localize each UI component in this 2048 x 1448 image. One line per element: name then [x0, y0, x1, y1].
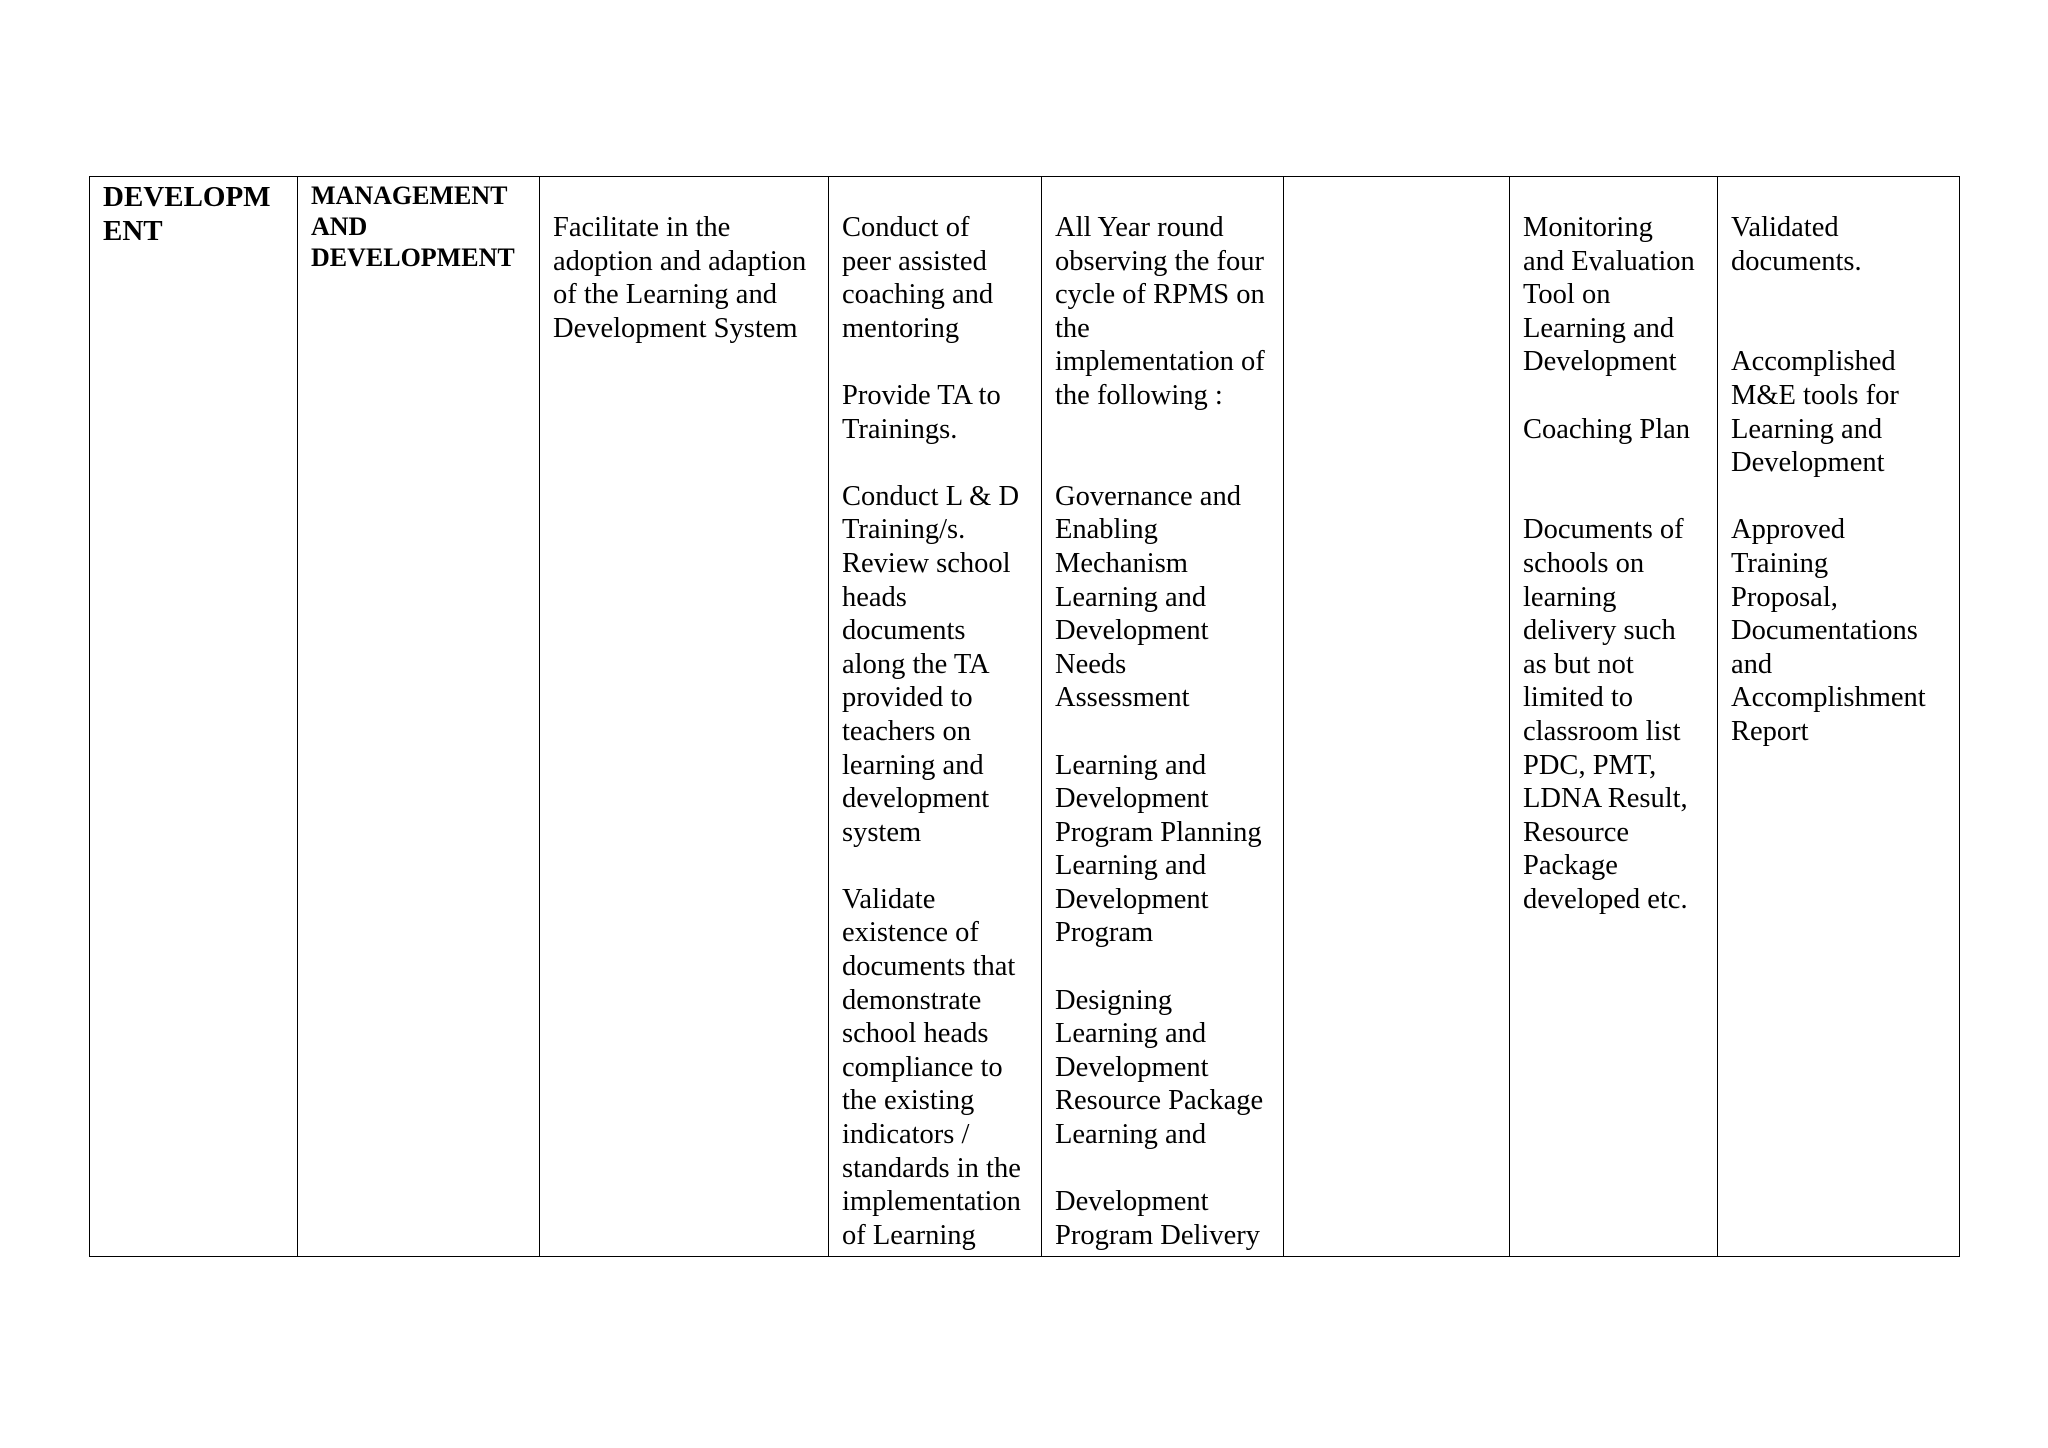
output-item: Validated documents. [1731, 212, 1862, 277]
area-cell [90, 177, 298, 1257]
objective-text: Facilitate in the adoption and adaption of the Learning and Development System [553, 212, 807, 344]
timeframe-item: Governance and Enabling Mechanism Learning and Development Needs Assessment [1055, 480, 1241, 714]
domain-heading: MANAGEMENT AND DEVELOPMENT [311, 181, 515, 272]
objective-cell [540, 177, 829, 1257]
means-item: Coaching Plan [1523, 413, 1691, 445]
activity-item: Validate existence of documents that demonstrate school heads compliance to the existing indicators / standards in the implementation of Learning [842, 883, 1021, 1251]
activity-item: Conduct of peer assisted coaching and mentoring [842, 212, 994, 344]
outputs-cell [1718, 177, 1960, 1257]
timeframe-text: All Year round observing the four cycle of RPMS on the implementation of the following : [1055, 212, 1265, 411]
means-cell [1510, 177, 1718, 1257]
means-item: Documents of schools on learning delivery such as but not limited to classroom list PDC, PMT, LDNA Result, Resource Package developed etc. [1523, 514, 1688, 915]
domain-cell [298, 177, 540, 1257]
output-item: Accomplished M&E tools for Learning and Development [1731, 346, 1899, 479]
timeframe-item: Designing Learning and Development Resource Package Learning and [1055, 984, 1264, 1151]
timeframe-item: Development Program Delivery [1055, 1186, 1260, 1251]
timeframe-item: Learning and Development Program Planning Learning and Development Program [1055, 749, 1262, 949]
plan-table [89, 176, 1960, 1257]
activity-item: Conduct L & D Training/s. Review school heads documents along the TA provided to teachers on learning and development system [842, 480, 1020, 848]
activities-cell [829, 177, 1042, 1257]
timeframe-cell [1042, 177, 1284, 1257]
activity-item: Provide TA to Trainings. [842, 379, 1001, 445]
output-item: Approved Training Proposal, Documentations and Accomplishment Report [1731, 514, 1926, 747]
area-heading: DEVELOPM ENT [103, 181, 271, 247]
table-row [90, 177, 1960, 1257]
means-item: Monitoring and Evaluation Tool on Learning and Development [1523, 212, 1695, 378]
empty-cell [1284, 177, 1510, 1257]
